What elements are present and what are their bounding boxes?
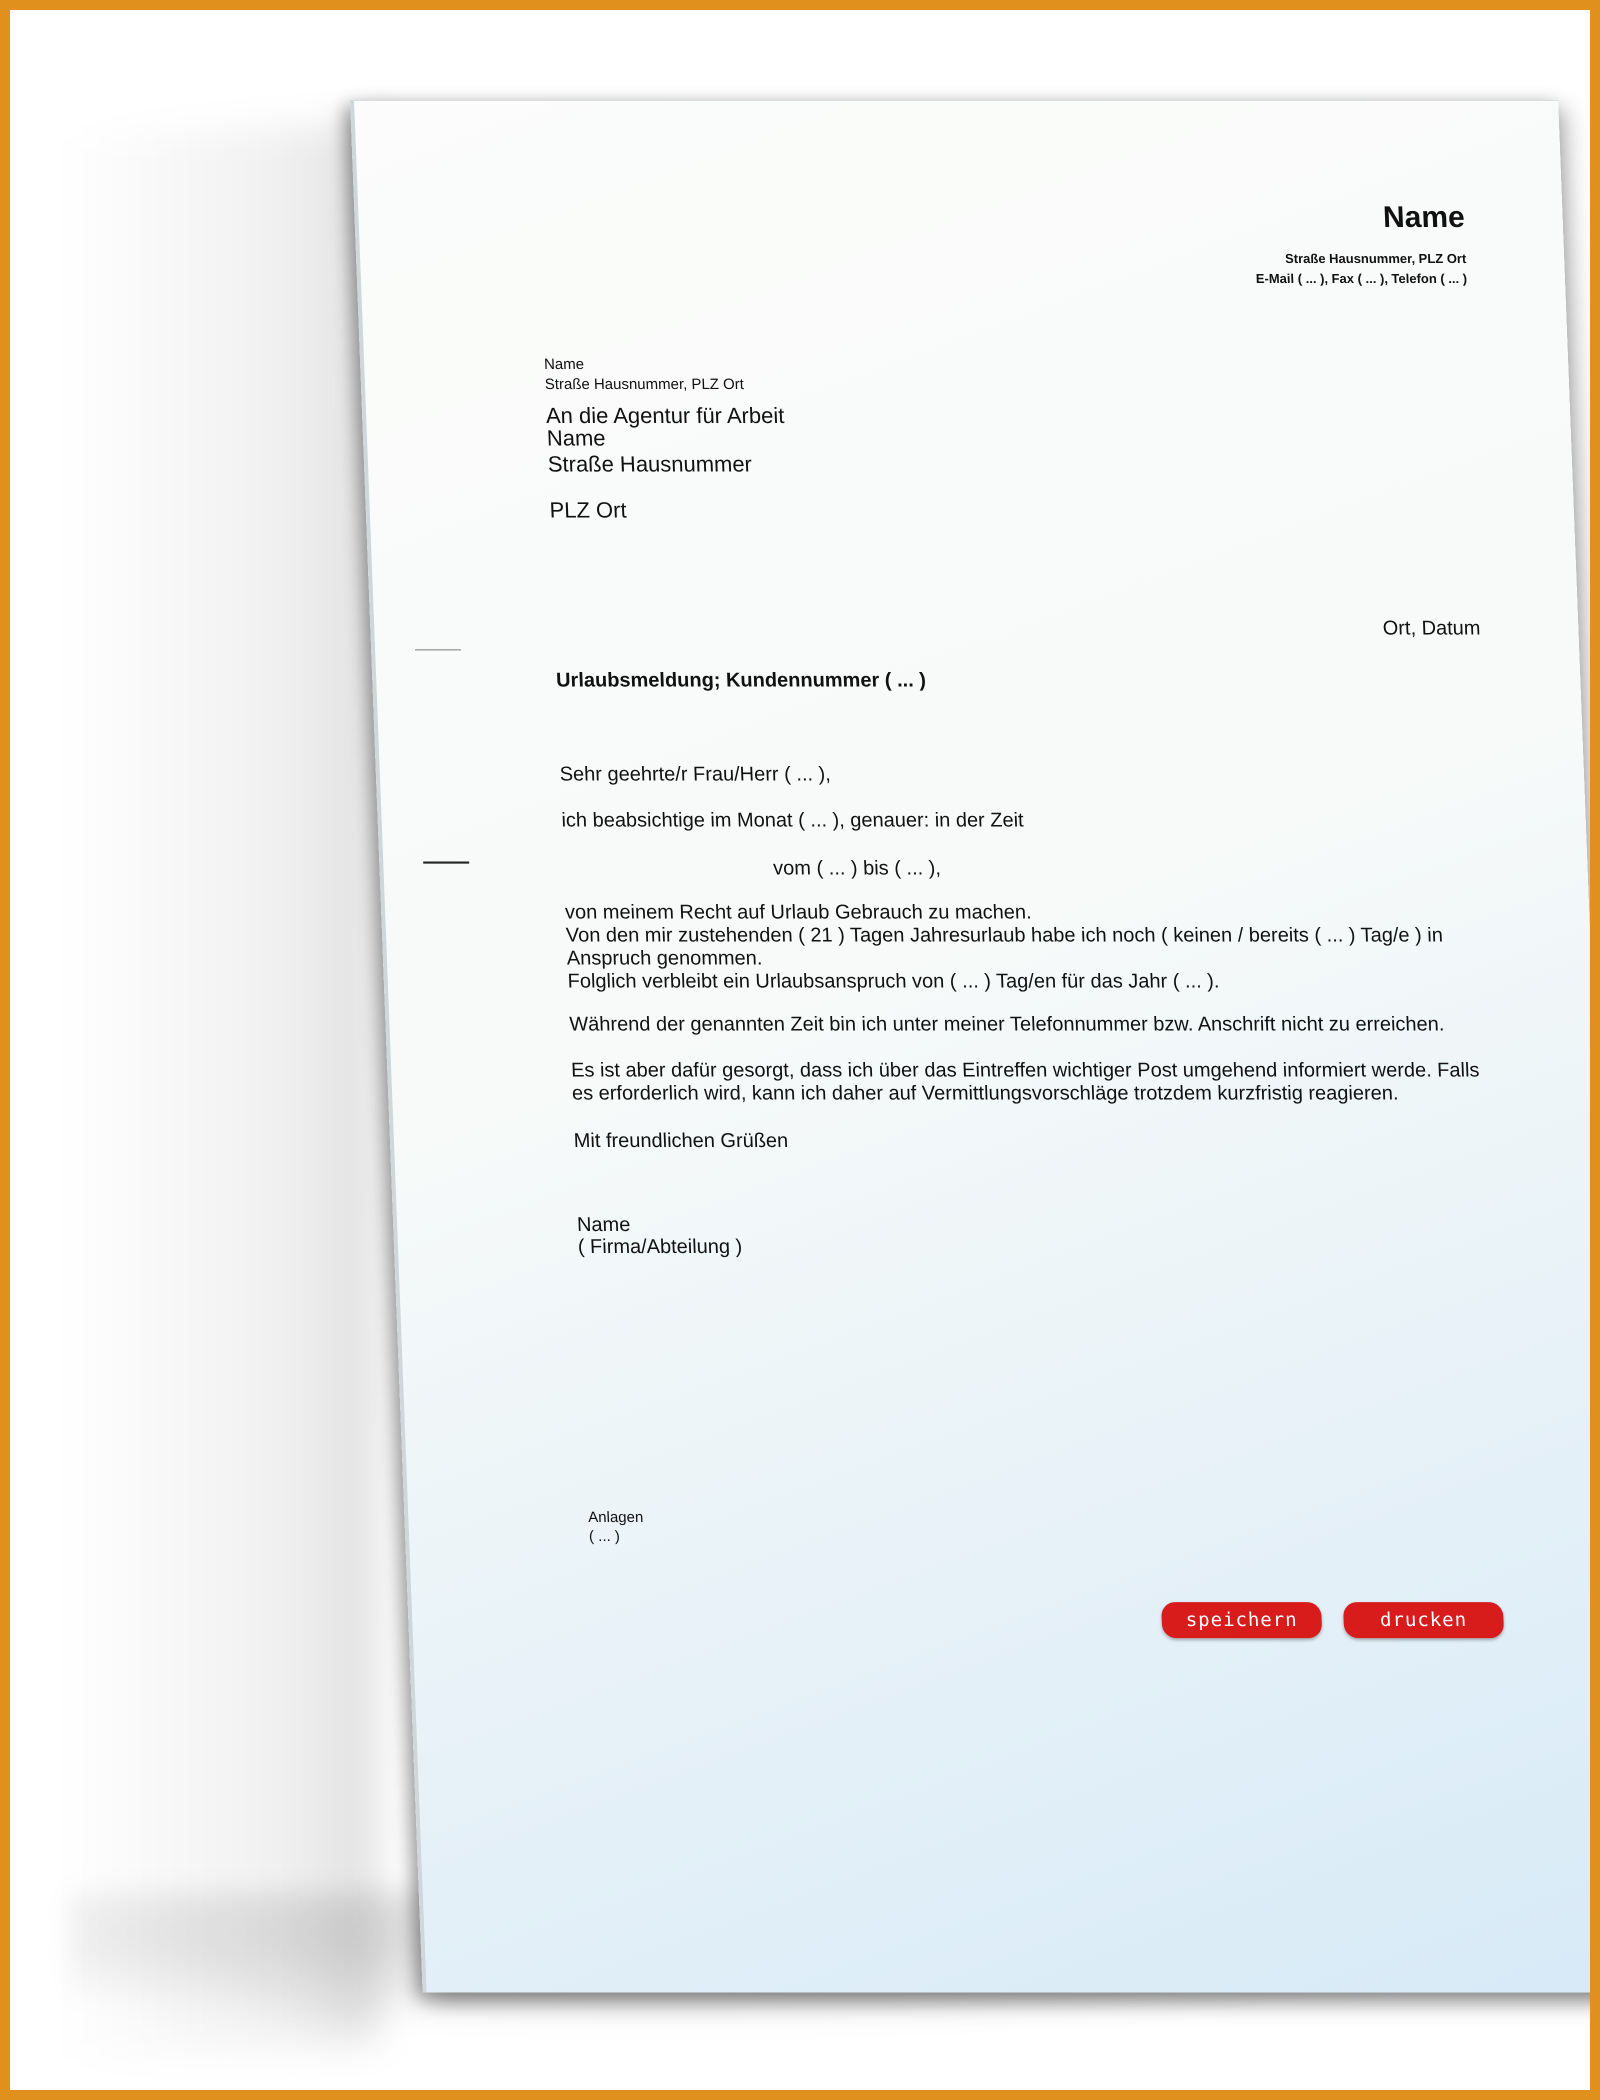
- paragraph-entitlement-3: Anspruch genommen.: [566, 947, 763, 970]
- punch-mark: [423, 862, 469, 864]
- paragraph-entitlement-2: Von den mir zustehenden ( 21 ) Tagen Jahresurlaub habe ich noch ( keinen / bereits ( ... ) Tag/e ) in: [565, 924, 1444, 947]
- return-street: Straße Hausnummer, PLZ Ort: [544, 376, 745, 394]
- recipient-line-2: Name: [546, 425, 606, 451]
- paragraph-mail-1: Es ist aber dafür gesorgt, dass ich über das Eintreffen wichtiger Post umgehend informiert werde. Falls: [570, 1059, 1480, 1082]
- sender-street: Straße Hausnummer, PLZ Ort: [1284, 251, 1467, 267]
- paragraph-mail-2: es erforderlich wird, kann ich daher auf Vermittlungsvorschläge trotzdem kurzfristig reagieren.: [571, 1082, 1399, 1105]
- sender-name: Name: [1382, 201, 1466, 235]
- paragraph-entitlement-1: von meinem Recht auf Urlaub Gebrauch zu machen.: [564, 901, 1033, 924]
- page-shadow: [60, 122, 380, 2059]
- attachments-label: Anlagen: [587, 1509, 644, 1527]
- recipient-line-4: PLZ Ort: [549, 497, 628, 523]
- vacation-period: vom ( ... ) bis ( ... ),: [772, 857, 942, 880]
- return-name: Name: [543, 356, 585, 374]
- signature-company: ( Firma/Abteilung ): [577, 1235, 743, 1258]
- recipient-line-3: Straße Hausnummer: [547, 451, 753, 477]
- paragraph-intent: ich beabsichtige im Monat ( ... ), genauer: in der Zeit: [561, 809, 1025, 832]
- signature-name: Name: [576, 1213, 631, 1236]
- attachments-value: ( ... ): [588, 1528, 621, 1546]
- save-button[interactable]: speichern: [1161, 1602, 1322, 1638]
- paragraph-entitlement-4: Folglich verbleibt ein Urlaubsanspruch von ( ... ) Tag/en für das Jahr ( ... ).: [567, 970, 1220, 993]
- letter-page: [350, 100, 1600, 1992]
- letter-subject: Urlaubsmeldung; Kundennummer ( ... ): [555, 669, 927, 692]
- recipient-line-1: An die Agentur für Arbeit: [545, 403, 785, 429]
- print-button[interactable]: drucken: [1343, 1602, 1504, 1638]
- fold-mark-top: [415, 649, 461, 650]
- sender-contact: E-Mail ( ... ), Fax ( ... ), Telefon ( ... ): [1255, 271, 1468, 287]
- salutation: Sehr geehrte/r Frau/Herr ( ... ),: [559, 763, 832, 786]
- closing: Mit freundlichen Grüßen: [573, 1129, 789, 1152]
- letter-date: Ort, Datum: [1382, 617, 1481, 640]
- paragraph-unreachable: Während der genannten Zeit bin ich unter meiner Telefonnummer bzw. Anschrift nicht zu erreichen.: [568, 1013, 1445, 1036]
